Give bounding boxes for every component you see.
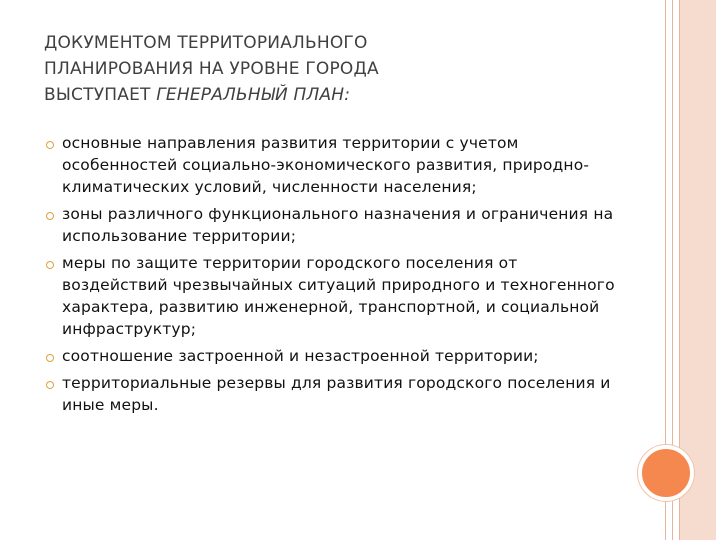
bullet-text: основные направления развития территории с учетом особенностей социально-экономического развития, природно-климатических условий, численности населения; — [62, 134, 590, 196]
title-line-3-plain: ВЫСТУПАЕТ — [44, 85, 157, 105]
title-line-2: ПЛАНИРОВАНИЯ НА УРОВНЕ ГОРОДА — [44, 59, 379, 79]
bullet-item — [46, 203, 626, 247]
bullet-item — [46, 252, 626, 340]
title-line-3-italic: ГЕНЕРАЛЬНЫЙ ПЛАН: — [156, 85, 351, 105]
slide-title — [44, 30, 644, 108]
bullet-text: зоны различного функционального назначения и ограничения на использование территории; — [62, 205, 614, 245]
bullet-text: территориальные резервы для развития городского поселения и иные меры. — [62, 374, 611, 414]
bullet-item — [46, 372, 626, 416]
bullet-text: соотношение застроенной и незастроенной территории; — [62, 347, 539, 365]
bullet-list — [46, 132, 626, 421]
bullet-item — [46, 345, 626, 367]
decor-circle — [638, 445, 694, 501]
bullet-text: меры по защите территории городского поселения от воздействий чрезвычайных ситуаций природного и техногенного характера, развитию инженерной, транспортной, и социальной инфраструктур; — [62, 254, 615, 338]
bullet-marker-icon — [46, 141, 54, 149]
bullet-item — [46, 132, 626, 198]
title-line-3 — [44, 82, 644, 108]
bullet-marker-icon — [46, 354, 54, 362]
bullet-marker-icon — [46, 261, 54, 269]
title-line-1: ДОКУМЕНТОМ ТЕРРИТОРИАЛЬНОГО — [44, 33, 368, 53]
bullet-marker-icon — [46, 212, 54, 220]
bullet-marker-icon — [46, 381, 54, 389]
